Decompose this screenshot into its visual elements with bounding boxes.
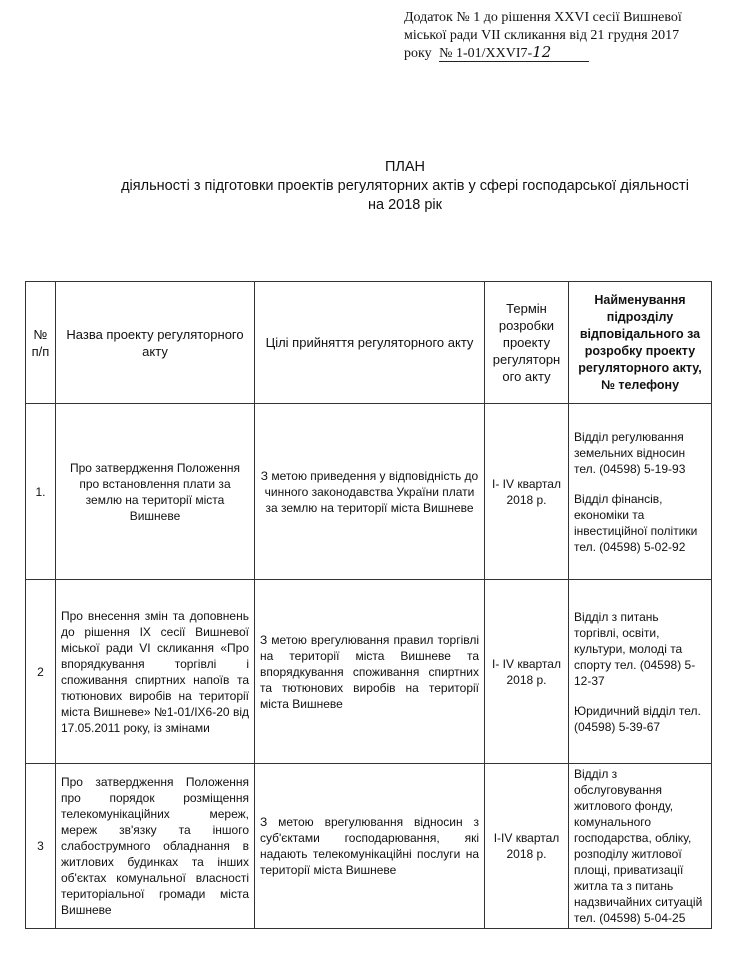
row-term: I-IV квартал 2018 р. <box>485 764 569 929</box>
appendix-year-word: року <box>404 46 432 61</box>
title-plan: ПЛАН <box>384 159 426 175</box>
appendix-line-1: Додаток № 1 до рішення XXVI сесії Вишневої <box>404 10 682 25</box>
row-term: I- IV квартал 2018 р. <box>485 580 569 764</box>
table-row <box>26 580 712 764</box>
responsible-unit: Відділ фінансів, економіки та інвестиційної політики тел. (04598) 5-02-92 <box>574 491 698 554</box>
document-title <box>60 158 750 215</box>
row-goals: З метою врегулювання відносин з суб'єктами господарювання, які надають телекомунікаційні послуги на території міста Вишневе <box>255 764 485 929</box>
decision-handwritten-number: 12 <box>532 43 552 61</box>
header-act-name: Назва проекту регуляторного акту <box>56 282 255 404</box>
decision-number: № 1-01/XXVI7- <box>439 46 533 61</box>
row-goals: З метою врегулювання правил торгівлі на території міста Вишневе та впорядкування споживання спиртних та тютюнових виробів на території міста Вишневе <box>255 580 485 764</box>
row-act-name: Про внесення змін та доповнень до рішення IX сесії Вишневої міської ради VI скликання «Про впорядкування торгівлі і споживання спиртних напоїв та тютюнових виробів на території міста Вишневе» №1-01/IX6-20 від 17.05.2011 року, із змінами <box>56 580 255 764</box>
row-goals: З метою приведення у відповідність до чинного законодавства України плати за землю на території міста Вишневе <box>255 404 485 580</box>
header-goals: Цілі прийняття регуляторного акту <box>255 282 485 404</box>
title-year: на 2018 рік <box>367 197 442 213</box>
header-term: Термін розробки проекту регуляторн ого акту <box>485 282 569 404</box>
responsible-unit: Юридичний відділ тел. (04598) 5-39-67 <box>574 703 701 734</box>
row-number: 2 <box>26 580 56 764</box>
row-responsible <box>569 404 712 580</box>
table-row <box>26 764 712 929</box>
appendix-line-2: міської ради VII скликання від 21 грудня 2017 <box>404 28 680 43</box>
row-responsible <box>569 580 712 764</box>
header-responsible: Найменування підрозділу відповідального за розробку проекту регуляторного акту, № телефону <box>569 282 712 404</box>
decision-number-field <box>439 45 589 62</box>
table-row <box>26 404 712 580</box>
row-number: 1. <box>26 404 56 580</box>
appendix-line-3 <box>404 45 734 63</box>
row-act-name: Про затвердження Положення про порядок розміщення телекомунікаційних мереж, мереж зв'язку та іншого слабострумного обладнання в житлових будинках та інших об'єктах комунальної власності територіальної громади міста Вишневе <box>56 764 255 929</box>
row-responsible <box>569 764 712 929</box>
row-act-name: Про затвердження Положення про встановлення плати за землю на території міста Вишневе <box>56 404 255 580</box>
responsible-unit: Відділ з питань торгівлі, освіти, культури, молоді та спорту тел. (04598) 5-12-37 <box>574 609 696 688</box>
appendix-note <box>404 9 734 63</box>
plan-table <box>25 281 712 929</box>
header-number: № п/п <box>26 282 56 404</box>
title-subject: діяльності з підготовки проектів регуляторних актів у сфері господарської діяльності <box>121 178 689 194</box>
table-header-row <box>26 282 712 404</box>
row-term: I- IV квартал 2018 р. <box>485 404 569 580</box>
responsible-unit: Відділ з обслуговування житлового фонду, комунального господарства, обліку, розподілу житлової площі, приватизації житла та з питань надзвичайних ситуацій тел. (04598) 5-04-25 <box>574 767 703 925</box>
row-number: 3 <box>26 764 56 929</box>
responsible-unit: Відділ регулювання земельних відносин тел. (04598) 5-19-93 <box>574 429 686 476</box>
